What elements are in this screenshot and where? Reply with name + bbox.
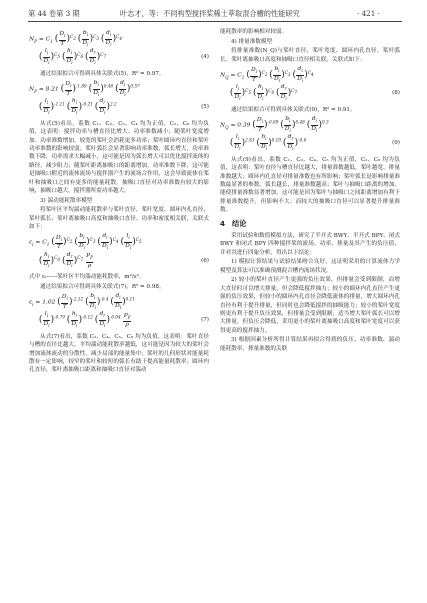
header-rule [28, 21, 402, 22]
equation-4: $N_P = C_1$ ( $\frac{D_i}{T}$ )$^{C_2}$ ( $\frac{b_i}{D_i}$ )$^{C_3}$ ( $\frac{d_i}{D_i}$ )$^{C_4}$ ( $\frac{l_i}{D_i}$ )$^{C_5}$ ( $\frac{h_i}{D_i}$ )$^{C_6}$ ( $\frac{d_r}{D_i}$ )$^{C_7}$ (4) [29, 30, 209, 66]
page-number: · 421 · [357, 9, 380, 18]
section-number: 4 [220, 218, 226, 228]
paragraph: 通过结果拟合可得到具体关联式(5)，R² = 0.97。 [40, 70, 165, 77]
paragraph: 从式(5)看出，系数 C₁、C₂、C₃、C₄ 均为正值，C₅、C₆ 均为负值，这表明：搅拌功率与槽直径比增大、功率准数减小；随桨叶宽度增加、功率准数增加，较宽的桨叶会消耗更多功率；桨叶圆环内直径和桨叶功率准数的影响较弱；桨叶弧长会显著影响功率准数，弧长增大，功率准数下降，功率需求大幅减小，这可能是因为弧长增大可以优化搅拌流体的路径，减少阻力；随桨叶距离抽吸口的距离增加，功率准数下降，这可能是抽吸口附近的流体流场与搅拌器产生的流场合作用，这会导致流体在桨叶和抽吸口之间有更多的能量耗散，抽吸口直径对功率准数有较大的影响，抽吸口越大，搅拌器所需功率越大。 [29, 120, 209, 195]
equation-6: $\varepsilon_i = C_1$ ( $\frac{D_i}{T}$ )$^{C_2}$ ( $\frac{b_i}{D_i}$ )$^{C_3}$ ( $\frac{d_i}{D_i}$ )$^{C_4}$ ( $\frac{l_i}{D_i}$ )$^{C_5}$ ( $\frac{h_i}{D_i}$ )$^{C_6}$ ( $\frac{d_r}{D_i}$ )$^{C_7}$ $\frac{P_P}{\rho}$ (6) [29, 233, 209, 269]
equation-number: (5) [201, 104, 209, 111]
running-title: 叶志才，等：不同构型搅拌桨稀土萃取混合槽的性能研究 [120, 9, 300, 18]
equation-number: (9) [392, 140, 400, 147]
left-column [29, 28, 209, 376]
paragraph: 从式(7)看出，系数 C₂、C₄、C₅、C₆ 均为负值，这表明：桨叶直径与槽的直径比越大，平均湍动能耗散率越低，这可能是因为较大的桨叶会增加流体流动的分散性，减少局部的能量集中；桨叶的几何形状对能量耗散有一定影响，较窄的桨叶和较短的弧长有助于提高能量耗散率；圆环内孔直径、桨叶离抽吸口距离和抽吸口直径对湍动 [29, 333, 209, 374]
equation-number: (7) [201, 317, 209, 324]
paragraph: 能耗散率的影响相对较弱。 [220, 29, 288, 35]
conclusion-item: 2) 较小的桨叶直径产生更强的负压效果，但排量会受到限制，而增大直径时可以增大排量，但会降低搅拌抽力；较小的圆环内孔直径产生更强的负压效果，但较小的圆环内孔直径会降低流体的排量，增大圆环内孔直径有利于提升排量，但同时也会降低搅拌的抽吸能力；较小的桨叶宽度则更有利于提升负压效果，但排量会受到限制；适当增大桨叶弧长可以增大排量，但负压会降低，采用更小的桨叶离抽吸口高度和桨叶宽度可以获得更高的搅拌抽力。 [220, 277, 400, 334]
paragraph: 将桨叶区平均湍动能耗散率与桨叶直径、桨叶宽度、圆环内孔直径、桨叶弧长、桨叶离抽吸口高度和抽吸口直径、功率和密度相关联，关联式如下： [29, 207, 209, 231]
subsection-heading: 3) 湍动能耗散率模型 [40, 197, 93, 204]
right-column [220, 28, 400, 354]
subsection-heading: 4) 排量准数模型 [231, 38, 273, 45]
paragraph: 通过结果拟合可得到具体关联式(7)，R² = 0.98。 [40, 283, 165, 290]
equation-number: (4) [201, 54, 209, 61]
paragraph: 将排量准数(N_Q)与桨叶直径、桨叶宽度、圆环内孔直径、桨叶弧长、桨叶离抽吸口高度和抽吸口直径相关联，关联式如下： [220, 48, 400, 63]
paragraph: 通过结果拟合可得到具体关联式(9)，R² = 0.91。 [231, 106, 356, 113]
section-heading [220, 220, 400, 228]
conclusion-item: 3) 根据因素分析所得计算结果再拟合得到的负压、功率准数、湍动能耗散率、排量准数的关联 [220, 337, 400, 352]
equation-5: $N_P = 8.21$ ( $\frac{D_i}{T}$ )$^{-1.80}$ ( $\frac{b_i}{D_i}$ )$^{0.46}$ ( $\frac{d_i}{D_i}$ )$^{0.57}$ ( $\frac{l_i}{D_i}$ )$^{-1.11}$ ( $\frac{h_i}{D_i}$ )$^{-0.21}$ ( $\frac{d_r}{D_i}$ )$^{2.2}$ (5) [29, 80, 209, 116]
equation-9: $N_Q = 0.39$ ( $\frac{D_i}{T}$ )$^{-0.69}$ ( $\frac{b_i}{D_i}$ )$^{0.48}$ ( $\frac{d_i}{D_i}$ )$^{0.3}$ ( $\frac{l_i}{D_i}$ )$^{2.81}$ ( $\frac{h_i}{D_i}$ )$^{0.10}$ ( $\frac{d_r}{D_i}$ )$^{-0.6}$ (9) [220, 116, 400, 152]
paragraph: 式中 εᵢ——桨叶区平均湍动能耗散率，m²/s³。 [29, 274, 145, 281]
conclusion-item: 1) 模拟计算结果与试验结果吻合良好，这证明采用的计算流体力学模型及算法可以准确预测混合槽内流场状况。 [220, 259, 400, 274]
equation-7: $\varepsilon_i = 1.02$ ( $\frac{D_i}{T}$ )$^{-2.32}$ ( $\frac{b_i}{D_i}$ )$^{-0.4}$ ( $\frac{d_i}{D_i}$ )$^{0.11}$ ( $\frac{l_i}{D_i}$ )$^{-0.79}$ ( $\frac{h_i}{D_i}$ )$^{-0.12}$ ( $\frac{d_r}{D_i}$ )$^{-0.04}$ $\frac{P_P}{\rho}$ (7) [29, 293, 209, 329]
journal-volume: 第 44 卷第 3 期 [28, 9, 80, 18]
paragraph: 采用试验和数值模拟方法，研究了半开式 BWY、半开式 BPY、闭式 BWY 和闭式 BPY 四种搅拌桨的流场、功率、排量及其产生的负压值，并对其进行四象分析，得出以下结论： [220, 233, 400, 256]
equation-8: $N_Q = C_1$ ( $\frac{D_i}{T}$ )$^{C_2}$ ( $\frac{b_i}{D_i}$ )$^{C_3}$ ( $\frac{d_i}{D_i}$ )$^{C_4}$ ( $\frac{l_i}{D_i}$ )$^{C_5}$ ( $\frac{h_i}{D_i}$ )$^{C_6}$ ( $\frac{d_r}{D_i}$ )$^{C_7}$ (8) [220, 66, 400, 102]
equation-number: (8) [392, 90, 400, 97]
paragraph: 从式(9)看出，系数 C₁、C₃、C₄、C₅ 均为正值，C₂、C₆ 均为负值，这表明：桨叶直径与槽直径比越大，排量准数越低，桨叶越宽，排量准数越大；圆环内孔直径对排量准数也有所影响；桨叶弧长是影响排量准数最显著的参数，弧长越长，排量准数越高；桨叶与抽吸口距离的增加，能使排量准数显著增加，这可能是因为桨叶与抽吸口之间距离增加有利于排量准数提升，但影响不大；而较大的抽吸口直径可以显著提升排量准数。 [220, 156, 400, 214]
section-title: 结论 [232, 218, 247, 228]
equation-number: (6) [201, 257, 209, 264]
